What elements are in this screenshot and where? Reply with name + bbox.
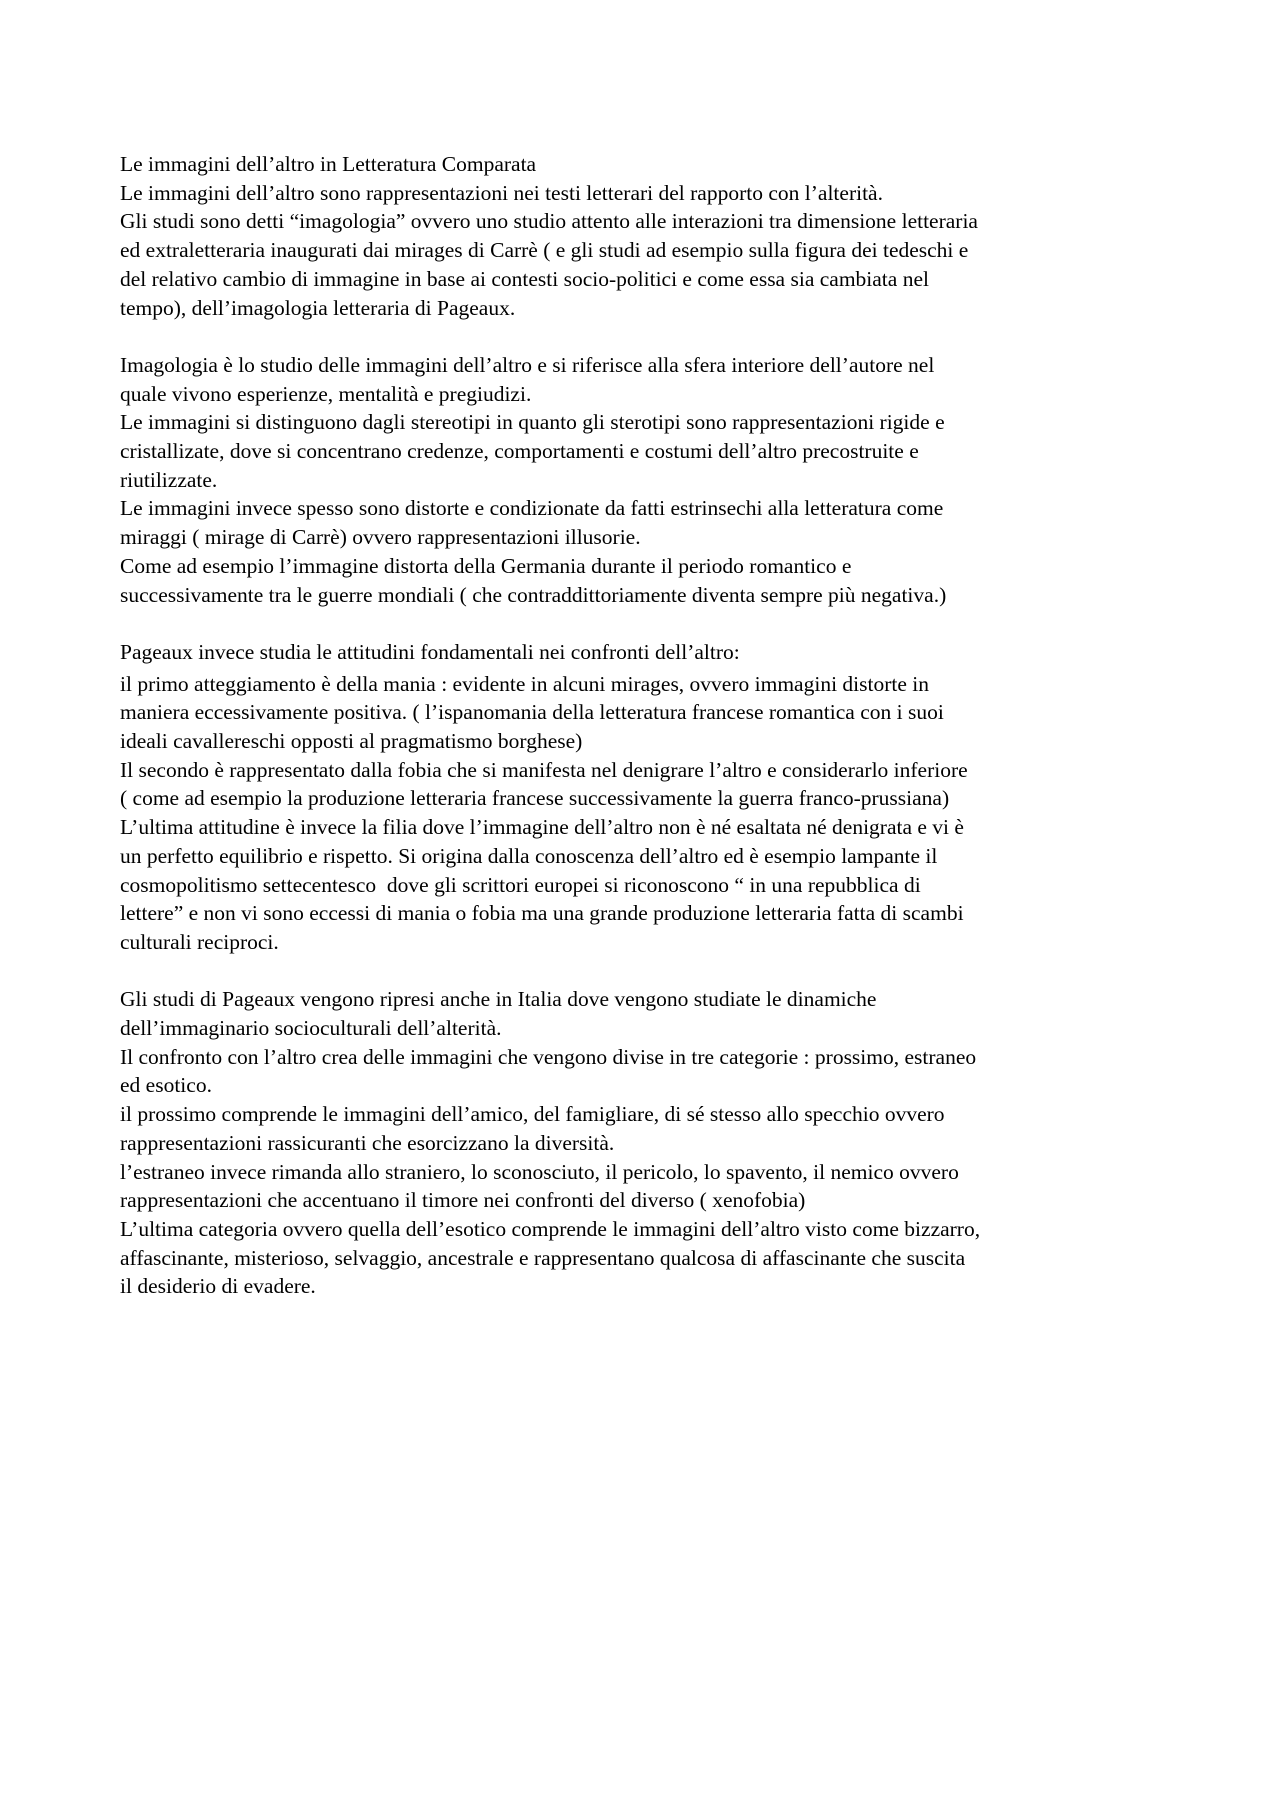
text-line: ( come ad esempio la produzione letteraria francese successivamente la guerra franco-prussiana) (120, 786, 950, 811)
text-line: Gli studi di Pageaux vengono ripresi anche in Italia dove vengono studiate le dinamiche (120, 987, 877, 1012)
paragraph-spacer (120, 609, 1180, 638)
document-title: Le immagini dell’altro in Letteratura Comparata (120, 152, 537, 176)
text-line: riutilizzate. (120, 467, 218, 492)
paragraph-spacer (120, 322, 1180, 351)
text-line: tempo), dell’imagologia letteraria di Pageaux. (120, 295, 516, 320)
paragraph-2 (120, 351, 1180, 609)
text-line: il desiderio di evadere. (120, 1274, 316, 1299)
text-line: L’ultima attitudine è invece la filia dove l’immagine dell’altro non è né esaltata né denigrata e vi è (120, 815, 964, 840)
paragraph-spacer (120, 957, 1180, 986)
document-body (120, 150, 1180, 1301)
text-line: rappresentazioni che accentuano il timore nei confronti del diverso ( xenofobia) (120, 1188, 806, 1213)
text-line: Il confronto con l’altro crea delle immagini che vengono divise in tre categorie : prossimo, estraneo (120, 1044, 977, 1069)
text-line: Come ad esempio l’immagine distorta della Germania durante il periodo romantico e (120, 553, 852, 578)
text-line: il prossimo comprende le immagini dell’amico, del famigliare, di sé stesso allo specchio ovvero (120, 1102, 945, 1127)
text-line: Imagologia è lo studio delle immagini dell’altro e si riferisce alla sfera interiore dell’autore nel (120, 352, 935, 377)
paragraph-4 (120, 985, 1180, 1301)
text-line: Le immagini si distinguono dagli stereotipi in quanto gli sterotipi sono rappresentazioni rigide e (120, 410, 945, 435)
text-line: del relativo cambio di immagine in base ai contesti socio-politici e come essa sia cambiata nel (120, 266, 929, 291)
text-line: ed esotico. (120, 1073, 212, 1098)
text-line: l’estraneo invece rimanda allo straniero, lo sconosciuto, il pericolo, lo spavento, il nemico ovvero (120, 1159, 959, 1184)
text-line: maniera eccessivamente positiva. ( l’ispanomania della letteratura francese romantica con i suoi (120, 700, 944, 725)
text-line: culturali reciproci. (120, 929, 279, 954)
text-line: Le immagini invece spesso sono distorte e condizionate da fatti estrinsechi alla letteratura come (120, 496, 944, 521)
text-line: dell’immaginario socioculturali dell’alterità. (120, 1016, 502, 1041)
text-line: Le immagini dell’altro sono rappresentazioni nei testi letterari del rapporto con l’alterità. (120, 180, 883, 205)
text-line: Pageaux invece studia le attitudini fondamentali nei confronti dell’altro: (120, 639, 740, 664)
text-line: ideali cavallereschi opposti al pragmatismo borghese) (120, 729, 583, 754)
text-line: cosmopolitismo settecentesco dove gli scrittori europei si riconoscono “ in una repubblica di (120, 872, 921, 897)
paragraph-1 (120, 179, 1180, 323)
text-line: rappresentazioni rassicuranti che esorcizzano la diversità. (120, 1130, 615, 1155)
text-line: affascinante, misterioso, selvaggio, ancestrale e rappresentano qualcosa di affascinante che suscita (120, 1245, 966, 1270)
paragraph-3 (120, 638, 1180, 957)
text-line: un perfetto equilibrio e rispetto. Si origina dalla conoscenza dell’altro ed è esempio lampante il (120, 843, 938, 868)
text-line: L’ultima categoria ovvero quella dell’esotico comprende le immagini dell’altro visto come bizzarro, (120, 1216, 981, 1241)
text-line: Gli studi sono detti “imagologia” ovvero uno studio attento alle interazioni tra dimensione letteraria (120, 209, 978, 234)
text-line: cristallizate, dove si concentrano credenze, comportamenti e costumi dell’altro precostruite e (120, 439, 919, 464)
text-line: quale vivono esperienze, mentalità e pregiudizi. (120, 381, 532, 406)
text-line: Il secondo è rappresentato dalla fobia che si manifesta nel denigrare l’altro e considerarlo inferiore (120, 757, 968, 782)
text-line: lettere” e non vi sono eccessi di mania o fobia ma una grande produzione letteraria fatta di scambi (120, 901, 964, 926)
text-line: successivamente tra le guerre mondiali ( che contraddittoriamente diventa sempre più negativa.) (120, 582, 947, 607)
text-line: ed extraletteraria inaugurati dai mirages di Carrè ( e gli studi ad esempio sulla figura dei tedeschi e (120, 238, 969, 263)
text-line: miraggi ( mirage di Carrè) ovvero rappresentazioni illusorie. (120, 525, 641, 550)
text-line: il primo atteggiamento è della mania : evidente in alcuni mirages, ovvero immagini distorte in (120, 671, 930, 696)
